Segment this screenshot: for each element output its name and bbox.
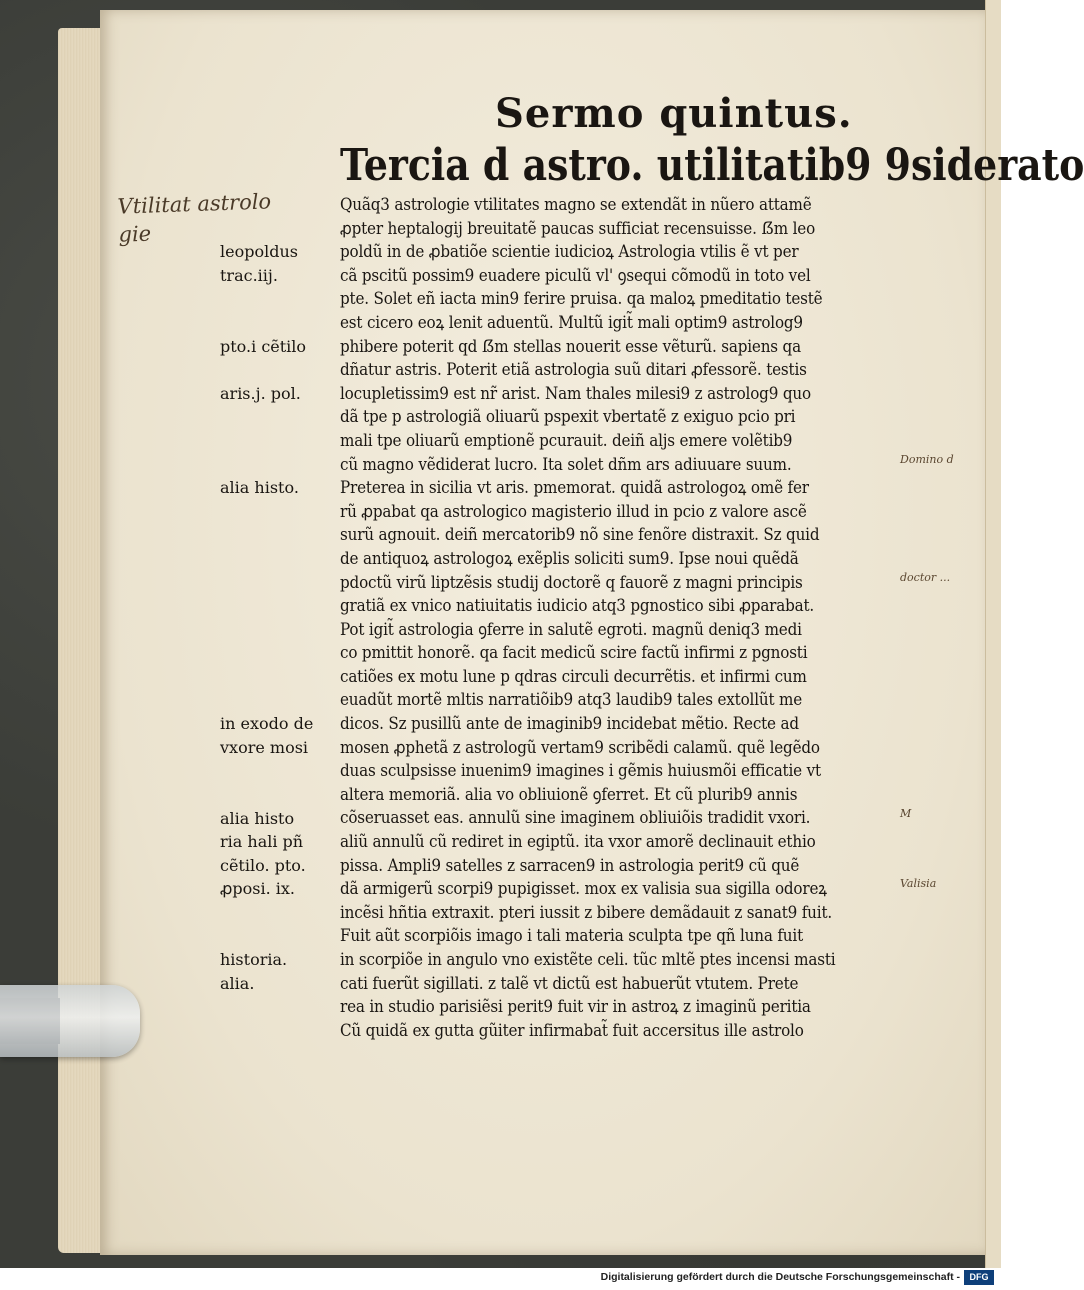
text-line: incẽsi hñtia extraxit. pteri iussit z bibere demãdauit z sanat9 fuit. — [340, 902, 833, 922]
text-line: locupletissim9 est nr̃ arist. Nam thales milesi9 z astrolog9 quo — [340, 383, 811, 403]
text-line: mosen ꝓphetã z astrologũ vertam9 scribẽdi calamũ. quẽ legẽdo — [340, 737, 820, 757]
body-text — [340, 193, 920, 1042]
marginal-note: alia histo — [220, 808, 295, 828]
text-line: aliũ annulũ cũ rediret in egiptũ. ita vxor amorẽ declinauit ethio — [340, 832, 816, 852]
marginal-note: historia. — [220, 950, 288, 970]
text-line: de antiquoꝝ astrologoꝝ exẽplis soliciti sum9. Ipse noui quẽdã — [340, 548, 799, 568]
footer-bar — [0, 1268, 1000, 1290]
dfg-logo-icon: DFG — [964, 1270, 994, 1285]
text-line: pte. Solet eñ iacta min9 ferire pruisa. qa maloꝝ pmeditatio testẽ — [340, 289, 823, 309]
marginal-note: cẽtilo. pto. — [220, 855, 306, 875]
text-line: Cũ quidã ex gutta gũiter infirmabat̃ fuit accersitus ille astrolo — [340, 1020, 804, 1040]
text-line: Pot igit̃ astrologia ꝯferre in salutẽ egroti. magnũ deniq3 medi — [340, 619, 802, 639]
text-line: cũ magno vẽdiderat lucro. Ita solet dñm ars adiuuare suum. — [340, 454, 792, 474]
marginal-note: pto.i cẽtilo — [220, 336, 307, 356]
running-title: Sermo quintus. — [495, 90, 853, 137]
marginal-note: in exodo de — [220, 714, 314, 734]
text-line: cã pscitũ possim9 euadere piculũ vl' ꝯsequi cõmodũ in toto vel — [340, 265, 811, 285]
handwritten-note-right: doctor ... — [900, 570, 951, 584]
marginal-note: trac.iij. — [220, 265, 278, 285]
text-line: dñatur astris. Poterit etiã astrologia suũ ditari ꝓfessorẽ. testis — [340, 360, 807, 380]
text-line: dicos. Sz pusillũ ante de imaginib9 incidebat mẽtio. Recte ad — [340, 714, 799, 734]
text-line: euadũt mortẽ mltis narratiõib9 atq3 laudib9 tales extollũt me — [340, 690, 803, 710]
text-line: surũ agnouit. deiñ mercatorib9 nõ sine fenõre distraxit. Sz quid — [340, 525, 820, 545]
handwritten-line: Vtilitat astrolo — [117, 189, 272, 219]
text-line: duas sculpsisse inuenim9 imagines i gẽmis huiusmõi efficatie vt — [340, 761, 821, 781]
text-line: cati fuerũt sigillati. z talẽ vt dictũ est habuerũt vtutem. Prete — [340, 973, 799, 993]
text-line: phibere poterit qd ẞm stellas nouerit esse vẽturũ. sapiens qa — [340, 336, 801, 356]
text-line: co pmittit honorẽ. qa facit medicũ scire factũ infirmi z pgnosti — [340, 643, 808, 663]
marginal-note: leopoldus — [220, 242, 298, 262]
handwritten-line: gie — [118, 221, 152, 247]
page-text-block — [100, 10, 1084, 1255]
text-line: ꝓpter heptalogij breuitatẽ paucas sufficiat recensuisse. ẞm leo — [340, 218, 816, 238]
text-line: dã armigerũ scorpi9 pupigisset. mox ex valisia sua sigilla odoreꝝ — [340, 879, 827, 899]
marginal-note: alia. — [220, 973, 255, 993]
text-line: Preterea in sicilia vt aris. pmemorat. quidã astrologoꝝ omẽ fer — [340, 478, 809, 498]
text-line: pdoctũ virũ liptzẽsis studij doctorẽ q fauorẽ z magni principis — [340, 572, 803, 592]
text-line: Quãq3 astrologie vtilitates magno se extendãt in nũero attamẽ — [340, 195, 812, 214]
marginal-note: aris.j. pol. — [220, 383, 301, 403]
marginal-note: vxore mosi — [220, 737, 309, 757]
marginal-note: ꝓposi. ix. — [220, 879, 295, 899]
text-line: mali tpe oliuarũ emptionẽ pcurauit. deiñ aljs emere volẽtib9 — [340, 430, 793, 450]
text-line: cõseruasset eas. annulũ sine imaginem obliuiõis tradidit vxori. — [340, 808, 811, 828]
text-line: poldũ in de ꝓbatiõe scientie iudicioꝝ Astrologia vtilis ẽ vt per — [340, 242, 799, 262]
book-clasp — [0, 985, 140, 1057]
page-edges — [58, 28, 104, 1253]
handwritten-note-left — [117, 187, 272, 248]
text-line: catiões ex motu lune p qdras circuli decurrẽtis. et infirmi cum — [340, 666, 807, 686]
text-line: in scorpiõe in angulo vno existẽte celi. tũc mltẽ ptes incensi masti — [340, 950, 836, 969]
handwritten-note-right: Domino d — [900, 452, 954, 466]
funding-credit: Digitalisierung gefördert durch die Deutsche Forschungsgemeinschaft - — [600, 1271, 960, 1283]
text-line: pissa. Ampli9 satelles z sarracen9 in astrologia perit9 cũ quẽ — [340, 855, 800, 875]
text-line: gratiã ex vnico natiuitatis iudicio atq3 pgnostico sibi ꝓparabat. — [340, 596, 815, 616]
text-line: Fuit aũt scorpiõis imago i tali materia sculpta tpe qñ luna fuit — [340, 926, 804, 946]
text-line: altera memoriã. alia vo obliuionẽ ꝯferret. Et cũ plurib9 annis — [340, 784, 798, 804]
text-line: rũ ꝓpabat qa astrologico magisterio illud in pcio z valore ascẽ — [340, 501, 807, 521]
handwritten-note-right: M — [900, 806, 912, 820]
text-line: est cicero eoꝝ lenit aduentũ. Multũ igit̃ mali optim9 astrolog9 — [340, 312, 803, 332]
marginal-note: alia histo. — [220, 478, 299, 498]
book-page — [100, 10, 1084, 1255]
text-line: rea in studio parisiẽsi perit9 fuit vir in astroꝝ z imaginũ peritia — [340, 997, 811, 1017]
text-line: dã tpe p astrologiã oliuarũ pspexit vbertatẽ z exiguo pcio pri — [340, 407, 796, 427]
marginal-note: ria hali pñ — [220, 832, 304, 852]
section-heading: Tercia d astro. utilitatib9 9siderato — [340, 140, 1084, 191]
handwritten-note-right: Valisia — [900, 877, 937, 891]
